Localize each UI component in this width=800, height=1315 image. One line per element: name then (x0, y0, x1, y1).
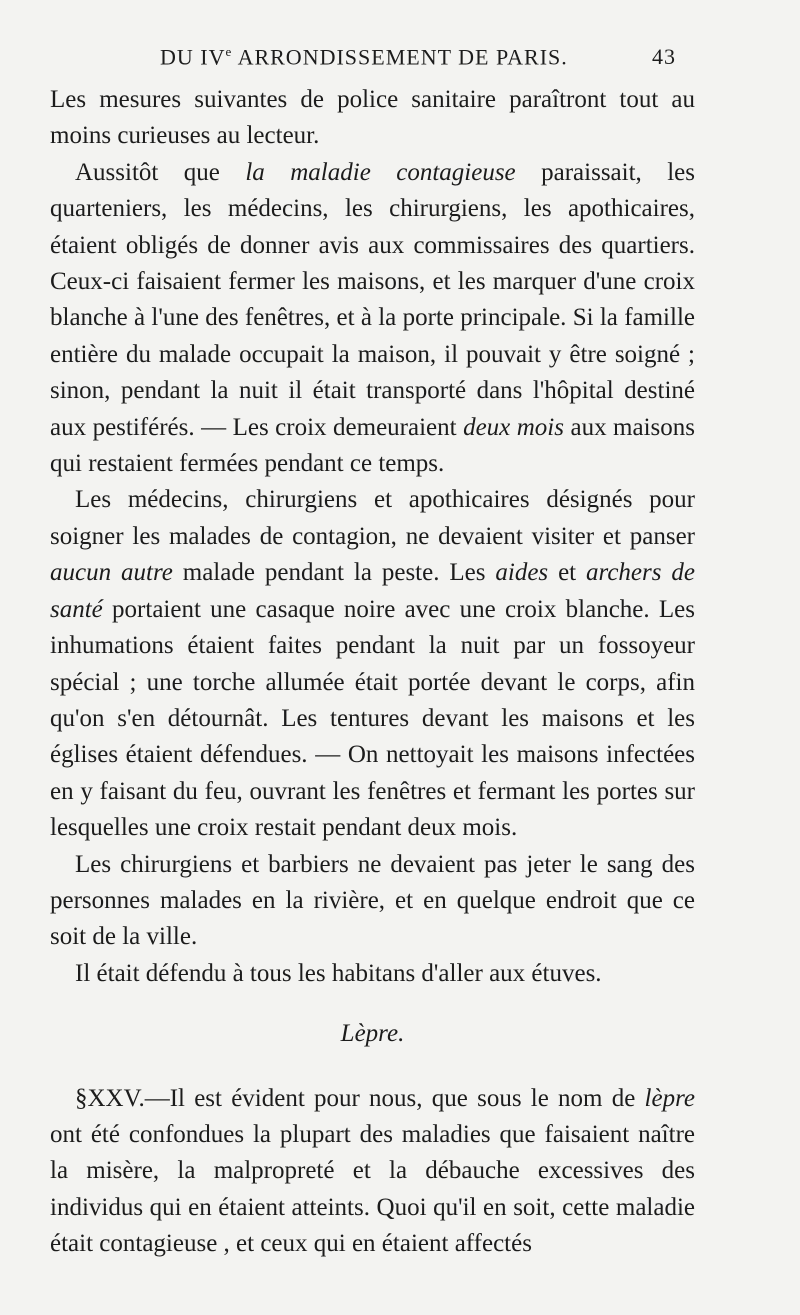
section-title: Lèpre. (340, 1020, 405, 1048)
paragraph-2-text: paraissait, les quarteniers, les médecins, les chirurgiens, les apothicaires, étaient obligés de donner avis aux commissaires des quartiers. Ceux-ci faisaient fermer les maisons, et les marquer d'une croix blanche à l'une des fenêtres, et à la porte principale. Si la famille entière du malade occupait la maison, il pouvait y être soigné ; sinon, pendant la nuit il était transporté dans l'hôpital destiné aux pestiférés. — Les croix demeuraient (50, 158, 696, 441)
running-title-text: DU IV (160, 44, 226, 70)
paragraph-6-text: ont été confondues la plupart des maladies que faisaient naître la misère, la malpropreté et la débauche excessives des individus qui en étaient atteints. Quoi qu'il en soit, cette maladie était contagieuse , et ceux qui en étaient affectés (50, 1120, 695, 1258)
paragraph-3-text: Les médecins, chirurgiens et apothicaires désignés pour soigner les malades de contagion, ne devaient visiter et panser (50, 486, 695, 550)
paragraph-2-text: Aussitôt que (75, 158, 246, 186)
paragraph-3-italic: aides (495, 559, 549, 587)
paragraph-3-italic: archers de santé (50, 559, 695, 623)
paragraph-1: Les mesures suivantes de police sanitaire paraîtront tout au moins curieuses au lecteur. (50, 86, 695, 150)
paragraph-6 (50, 1081, 695, 1263)
paragraph-3-text: et (548, 559, 587, 587)
page-header (0, 38, 800, 78)
paragraph-2-italic: deux mois (463, 413, 564, 441)
page-number: 43 (652, 44, 676, 69)
paragraph-2-italic: la maladie contagieuse (245, 158, 516, 186)
running-title (160, 44, 568, 70)
paragraph-3-text: portaient une casaque noire avec une croix blanche. Les inhumations étaient faites pendant la nuit par un fossoyeur spécial ; une torche allumée était portée devant le corps, afin qu'on s'en détournât. Les tentures devant les maisons et les églises étaient défendues. — On nettoyait les maisons infectées en y faisant du feu, ouvrant les fenêtres et fermant les portes sur lesquelles une croix restait pendant deux mois. (50, 595, 695, 842)
paragraph-2 (50, 155, 695, 483)
paragraph-5: Il était défendu à tous les habitans d'aller aux étuves. (75, 959, 602, 987)
page-body (50, 82, 695, 1263)
paragraph-3-text: malade pendant la peste. Les (172, 559, 496, 587)
paragraph-6-italic: lèpre (644, 1084, 695, 1112)
running-title-superscript: e (225, 44, 233, 59)
paragraph-3-italic: aucun autre (50, 559, 173, 587)
paragraph-6-text: §XXV.—Il est évident pour nous, que sous le nom de (75, 1084, 645, 1112)
paragraph-3 (50, 482, 695, 846)
paragraph-4: Les chirurgiens et barbiers ne devaient pas jeter le sang des personnes malades en la rivière, et en quelque endroit que ce soit de la ville. (50, 850, 695, 951)
running-title-text-end: ARRONDISSEMENT DE PARIS. (232, 44, 568, 70)
paragraph-2-text: aux maisons qui restaient fermées pendant ce temps. (50, 413, 695, 478)
